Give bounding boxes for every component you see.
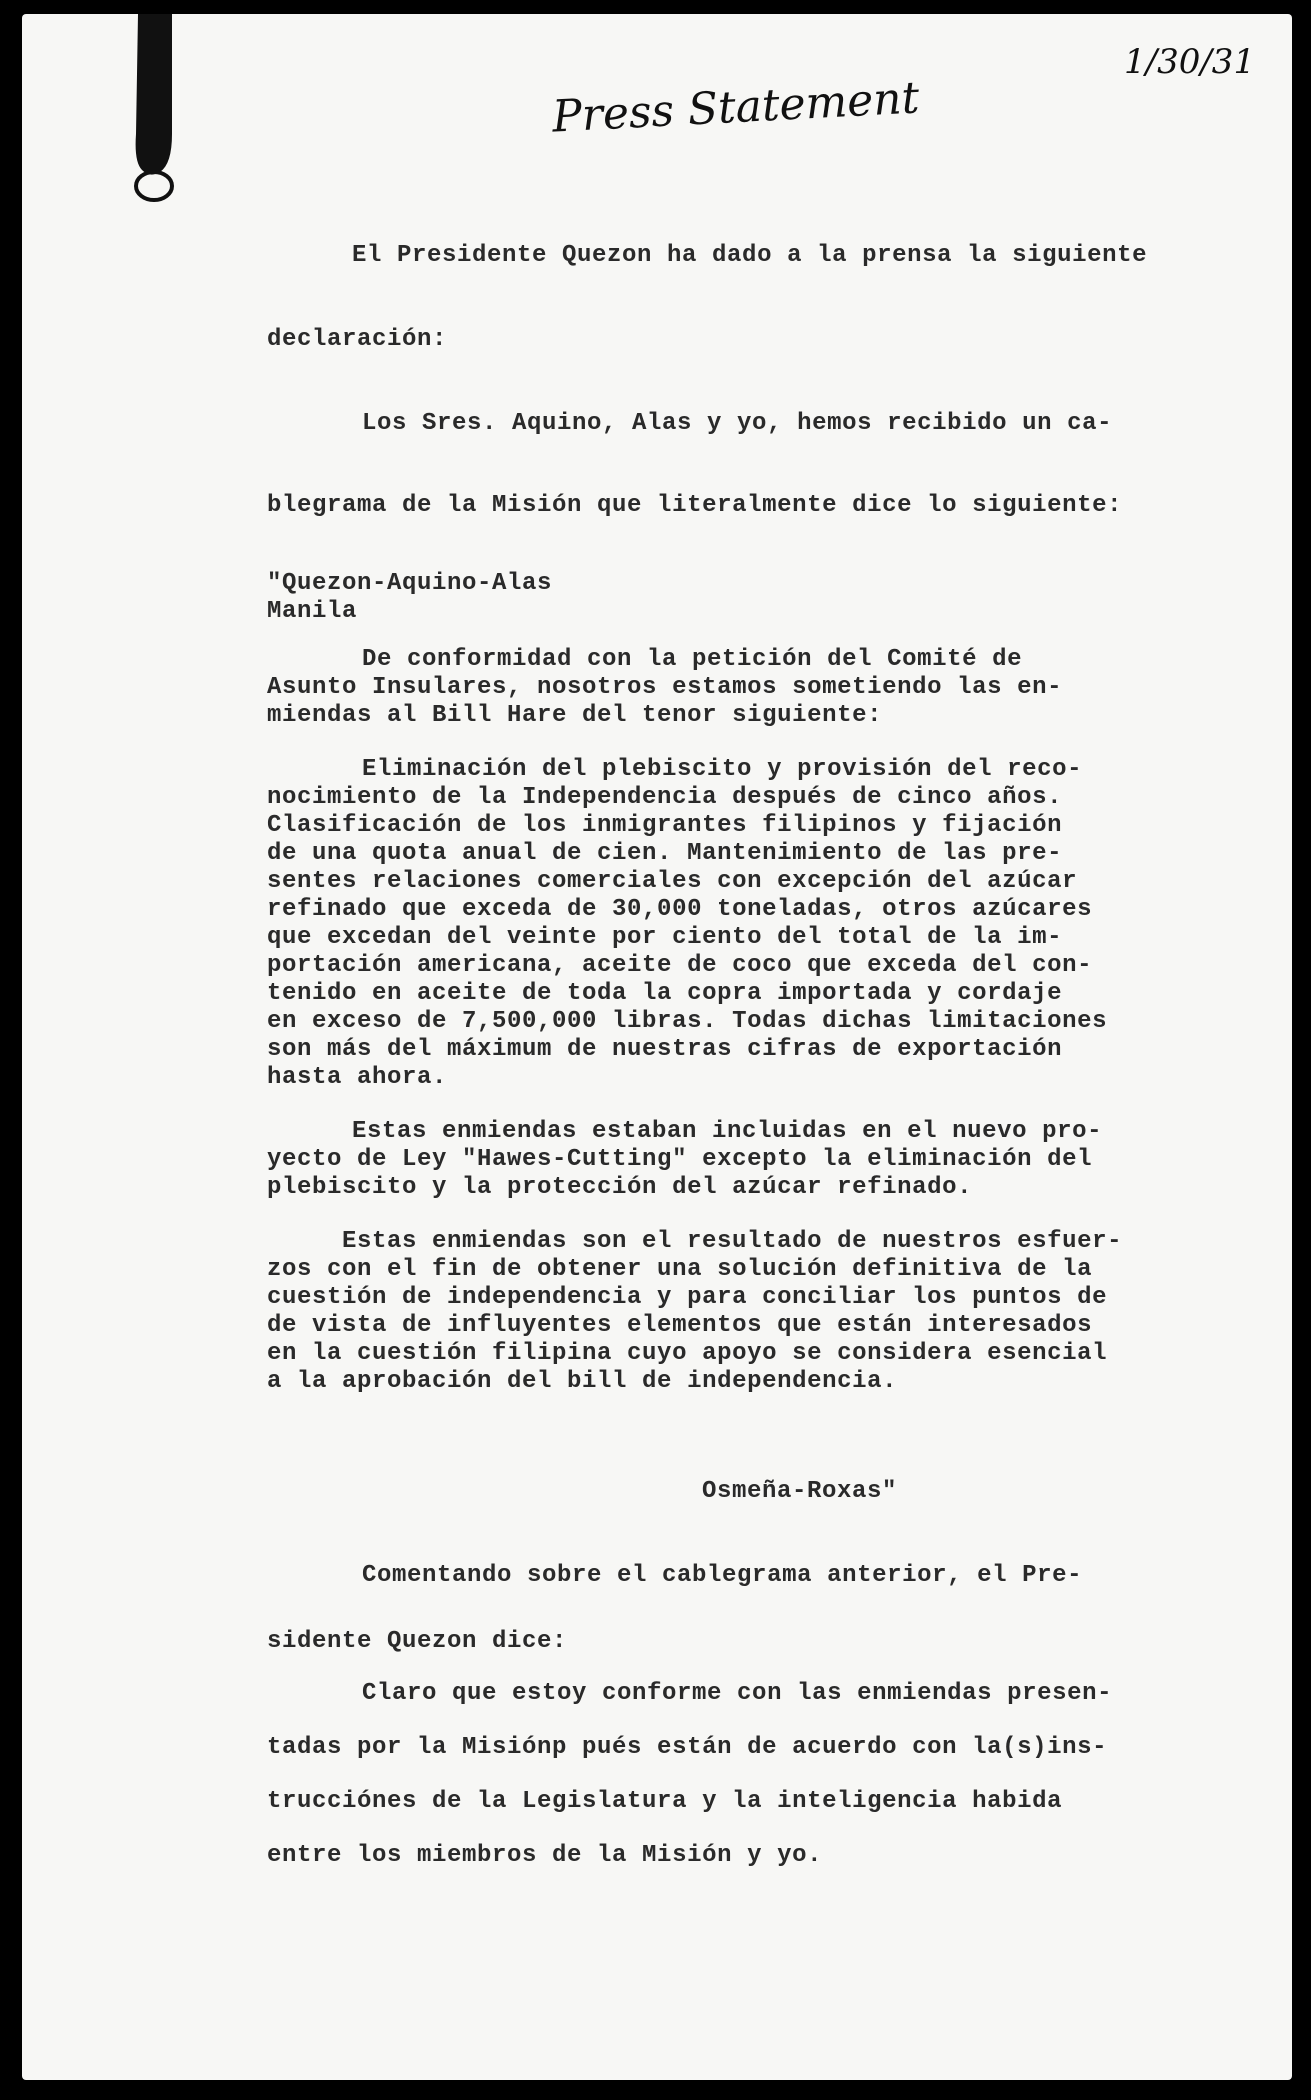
cable-p1-line: Asunto Insulares, nosotros estamos sometiendo las en- [267, 674, 1063, 701]
cable-p2-line: Eliminación del plebiscito y provisión del reco- [362, 756, 1083, 783]
cable-p2-line: que excedan del veinte por ciento del total de la im- [267, 924, 1063, 951]
cable-p3-line: Estas enmiendas estaban incluidas en el nuevo pro- [352, 1118, 1103, 1145]
handwritten-title: Press Statement [550, 72, 921, 143]
handwritten-date: 1/30/31 [1124, 42, 1256, 82]
intro-line-2: declaración: [267, 326, 448, 353]
cable-p2-line: Clasificación de los inmigrantes filipinos y fijación [267, 812, 1063, 839]
cable-p2-line: hasta ahora. [267, 1064, 448, 1091]
cable-address-line-2: Manila [267, 598, 358, 625]
cable-p2-line: portación americana, aceite de coco que exceda del con- [267, 952, 1093, 979]
cable-p4-line: en la cuestión filipina cuyo apoyo se considera esencial [267, 1340, 1108, 1367]
cable-p4-line: Estas enmiendas son el resultado de nuestros esfuer- [342, 1228, 1123, 1255]
cable-p4-line: de vista de influyentes elementos que están interesados [267, 1312, 1093, 1339]
cable-p4-line: zos con el fin de obtener una solución definitiva de la [267, 1256, 1093, 1283]
final-line-1: Claro que estoy conforme con las enmiendas presen- [362, 1680, 1113, 1707]
cable-p2-line: refinado que exceda de 30,000 toneladas, otros azúcares [267, 896, 1093, 923]
intro-line-1: El Presidente Quezon ha dado a la prensa la siguiente [352, 242, 1148, 269]
cable-p2-line: son más del máximum de nuestras cifras de exportación [267, 1036, 1063, 1063]
cable-p1-line: miendas al Bill Hare del tenor siguiente: [267, 702, 883, 729]
ink-blot-mark [132, 14, 176, 204]
paper-sheet [22, 14, 1292, 2080]
cable-signature: Osmeña-Roxas" [702, 1478, 898, 1505]
cable-p4-line: cuestión de independencia y para conciliar los puntos de [267, 1284, 1108, 1311]
final-line-3: trucciónes de la Legislatura y la inteligencia habida [267, 1788, 1063, 1815]
paragraph-2-line-2: blegrama de la Misión que literalmente dice lo siguiente: [267, 492, 1123, 519]
cable-p4-line: a la aprobación del bill de independencia. [267, 1368, 898, 1395]
cable-address-line-1: "Quezon-Aquino-Alas [267, 570, 553, 597]
comment-line-1: Comentando sobre el cablegrama anterior, el Pre- [362, 1562, 1083, 1589]
cable-p2-line: nocimiento de la Independencia después de cinco años. [267, 784, 1063, 811]
cable-p2-line: sentes relaciones comerciales con excepción del azúcar [267, 868, 1078, 895]
cable-p2-line: en exceso de 7,500,000 libras. Todas dichas limitaciones [267, 1008, 1108, 1035]
cable-p3-line: yecto de Ley "Hawes-Cutting" excepto la eliminación del [267, 1146, 1093, 1173]
cable-p2-line: de una quota anual de cien. Mantenimiento de las pre- [267, 840, 1063, 867]
final-line-2: tadas por la Misiónp pués están de acuerdo con la(s)ins- [267, 1734, 1108, 1761]
comment-line-2: sidente Quezon dice: [267, 1628, 568, 1655]
cable-p3-line: plebiscito y la protección del azúcar refinado. [267, 1174, 973, 1201]
paragraph-2-line-1: Los Sres. Aquino, Alas y yo, hemos recibido un ca- [362, 410, 1113, 437]
cable-p2-line: tenido en aceite de toda la copra importada y cordaje [267, 980, 1063, 1007]
final-line-4: entre los miembros de la Misión y yo. [267, 1842, 823, 1869]
cable-p1-line: De conformidad con la petición del Comité de [362, 646, 1023, 673]
